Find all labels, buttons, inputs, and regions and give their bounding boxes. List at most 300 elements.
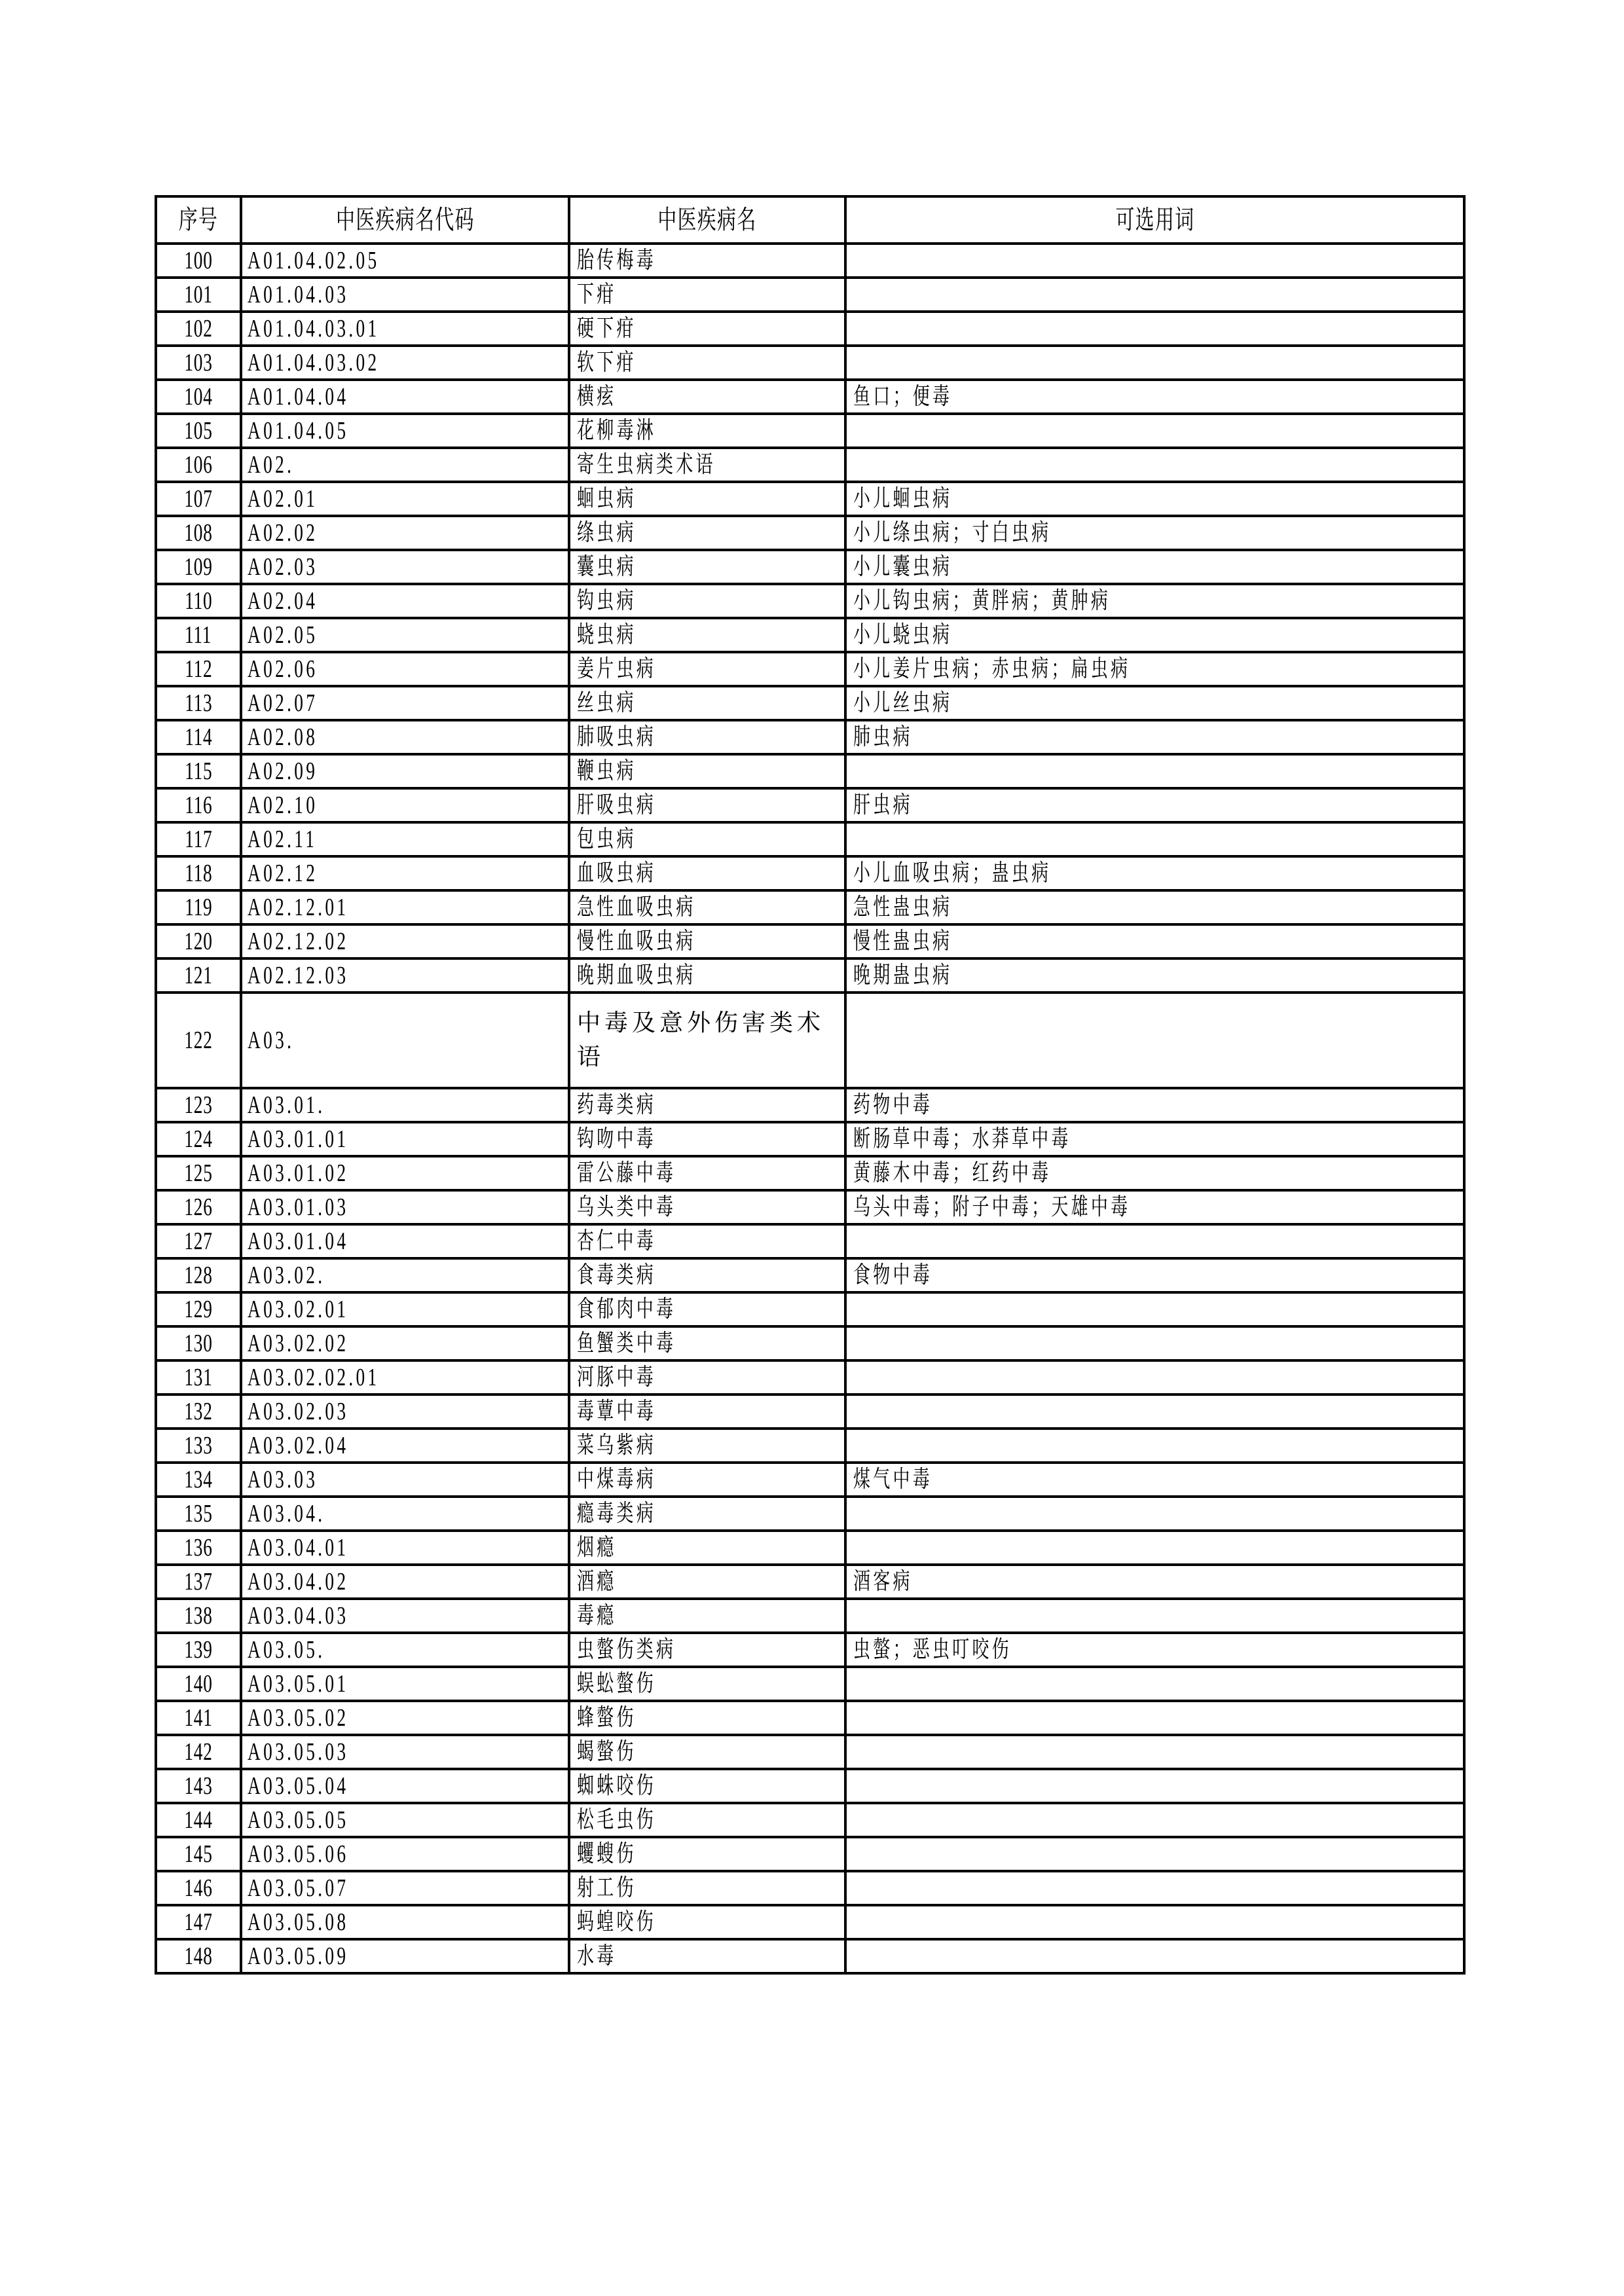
table-row bbox=[156, 1497, 1464, 1531]
disease-name-cell-text: 射工伤 bbox=[577, 1874, 637, 1901]
alternatives-cell bbox=[845, 1394, 1464, 1429]
table-row bbox=[156, 822, 1464, 856]
seq-cell bbox=[156, 1565, 241, 1599]
seq-cell-text: 132 bbox=[184, 1398, 213, 1425]
code-cell-text: A02.06 bbox=[248, 655, 318, 683]
seq-cell bbox=[156, 1394, 241, 1429]
alternatives-cell bbox=[845, 1122, 1464, 1156]
disease-name-cell-text: 瘾毒类病 bbox=[577, 1500, 656, 1527]
disease-name-cell bbox=[569, 788, 845, 822]
alternatives-cell-text: 小儿蛲虫病 bbox=[853, 621, 953, 648]
alternatives-cell bbox=[845, 1701, 1464, 1735]
alternatives-cell bbox=[845, 754, 1464, 788]
seq-cell bbox=[156, 993, 241, 1088]
seq-cell-text: 141 bbox=[184, 1704, 213, 1732]
seq-cell-text: 108 bbox=[184, 519, 213, 547]
seq-cell bbox=[156, 1905, 241, 1939]
disease-name-cell-text: 蚂蝗咬伤 bbox=[577, 1908, 656, 1935]
disease-name-cell bbox=[569, 1190, 845, 1224]
disease-name-cell bbox=[569, 346, 845, 380]
code-cell bbox=[241, 1599, 569, 1633]
seq-cell-text: 135 bbox=[184, 1500, 213, 1527]
code-cell bbox=[241, 312, 569, 346]
seq-cell bbox=[156, 686, 241, 720]
code-cell-text: A02.07 bbox=[248, 689, 318, 717]
disease-name-cell-text: 河豚中毒 bbox=[577, 1364, 656, 1391]
disease-name-cell-text: 食郁肉中毒 bbox=[577, 1296, 676, 1322]
disease-name-cell bbox=[569, 414, 845, 448]
alternatives-cell-text: 小儿钩虫病；黄胖病；黄肿病 bbox=[853, 587, 1111, 614]
alternatives-cell bbox=[845, 448, 1464, 482]
seq-cell-text: 147 bbox=[184, 1908, 213, 1936]
code-cell-text: A02.09 bbox=[248, 757, 318, 785]
seq-cell bbox=[156, 448, 241, 482]
disease-name-cell bbox=[569, 993, 845, 1088]
table-row bbox=[156, 993, 1464, 1088]
code-cell bbox=[241, 720, 569, 754]
alternatives-cell bbox=[845, 1599, 1464, 1633]
code-cell bbox=[241, 1633, 569, 1667]
disease-name-cell-text: 肝吸虫病 bbox=[577, 792, 656, 818]
disease-name-cell-text: 晚期血吸虫病 bbox=[577, 962, 696, 989]
disease-name-cell bbox=[569, 754, 845, 788]
disease-name-cell-text: 药毒类病 bbox=[577, 1091, 656, 1118]
code-cell-text: A03.05.09 bbox=[248, 1942, 349, 1970]
table-row bbox=[156, 618, 1464, 652]
table-row bbox=[156, 1565, 1464, 1599]
table-row bbox=[156, 1224, 1464, 1258]
disease-name-cell bbox=[569, 312, 845, 346]
disease-name-cell bbox=[569, 1088, 845, 1122]
seq-cell-text: 129 bbox=[184, 1296, 213, 1323]
disease-name-cell bbox=[569, 652, 845, 686]
table-row bbox=[156, 380, 1464, 414]
disease-name-cell bbox=[569, 1837, 845, 1871]
header-code: 中医疾病名代码 bbox=[241, 196, 569, 244]
disease-name-cell bbox=[569, 1667, 845, 1701]
seq-cell bbox=[156, 516, 241, 550]
alternatives-cell bbox=[845, 720, 1464, 754]
alternatives-cell bbox=[845, 312, 1464, 346]
code-cell-text: A03.02. bbox=[248, 1262, 325, 1289]
seq-cell bbox=[156, 1088, 241, 1122]
disease-name-cell bbox=[569, 1326, 845, 1360]
table-row bbox=[156, 1769, 1464, 1803]
code-cell bbox=[241, 1701, 569, 1735]
code-cell bbox=[241, 1667, 569, 1701]
disease-name-cell-text: 水毒 bbox=[577, 1942, 617, 1969]
seq-cell-text: 115 bbox=[184, 757, 213, 785]
disease-name-cell bbox=[569, 1939, 845, 1973]
code-cell bbox=[241, 924, 569, 958]
code-cell-text: A03.02.02 bbox=[248, 1330, 349, 1357]
seq-cell-text: 127 bbox=[184, 1228, 213, 1255]
code-cell bbox=[241, 1565, 569, 1599]
seq-cell bbox=[156, 958, 241, 993]
code-cell-text: A02.08 bbox=[248, 723, 318, 751]
disease-name-cell-text: 雷公藤中毒 bbox=[577, 1159, 676, 1186]
alternatives-cell bbox=[845, 686, 1464, 720]
disease-name-cell-text: 鞭虫病 bbox=[577, 757, 637, 784]
disease-name-cell-text: 乌头类中毒 bbox=[577, 1194, 676, 1220]
seq-cell bbox=[156, 754, 241, 788]
alternatives-cell-text: 食物中毒 bbox=[853, 1262, 932, 1288]
disease-name-cell bbox=[569, 822, 845, 856]
alternatives-cell bbox=[845, 890, 1464, 924]
code-cell bbox=[241, 1837, 569, 1871]
table-row bbox=[156, 788, 1464, 822]
table-row bbox=[156, 1190, 1464, 1224]
alternatives-cell bbox=[845, 1667, 1464, 1701]
code-cell bbox=[241, 686, 569, 720]
seq-cell-text: 140 bbox=[184, 1670, 213, 1698]
code-cell-text: A03.05.06 bbox=[248, 1840, 349, 1868]
code-cell bbox=[241, 1224, 569, 1258]
code-cell-text: A03.02.03 bbox=[248, 1398, 349, 1425]
seq-cell-text: 114 bbox=[184, 723, 213, 751]
table-row bbox=[156, 924, 1464, 958]
code-cell-text: A03.01.02 bbox=[248, 1159, 349, 1187]
disease-name-cell bbox=[569, 1156, 845, 1190]
alternatives-cell-text: 肺虫病 bbox=[853, 723, 913, 750]
code-cell-text: A03.02.01 bbox=[248, 1296, 349, 1323]
table-row bbox=[156, 1463, 1464, 1497]
seq-cell bbox=[156, 1360, 241, 1394]
disease-name-cell-text: 蛔虫病 bbox=[577, 485, 637, 512]
alternatives-cell-text: 黄藤木中毒；红药中毒 bbox=[853, 1159, 1052, 1186]
seq-cell-text: 106 bbox=[184, 451, 213, 479]
code-cell-text: A03.05.01 bbox=[248, 1670, 349, 1698]
seq-cell-text: 109 bbox=[184, 553, 213, 581]
code-cell bbox=[241, 1463, 569, 1497]
seq-cell-text: 120 bbox=[184, 928, 213, 955]
disease-name-cell-text: 虫螫伤类病 bbox=[577, 1636, 676, 1663]
code-cell-text: A02.01 bbox=[248, 485, 318, 513]
disease-name-cell bbox=[569, 1599, 845, 1633]
code-cell-text: A02.02 bbox=[248, 519, 318, 547]
seq-cell-text: 105 bbox=[184, 417, 213, 445]
code-cell-text: A03.03 bbox=[248, 1466, 318, 1493]
alternatives-cell-text: 断肠草中毒；水莽草中毒 bbox=[853, 1125, 1071, 1152]
code-cell-text: A01.04.04 bbox=[248, 383, 349, 410]
alternatives-cell bbox=[845, 1292, 1464, 1326]
code-cell bbox=[241, 482, 569, 516]
disease-name-cell bbox=[569, 482, 845, 516]
disease-name-cell-text: 姜片虫病 bbox=[577, 655, 656, 682]
seq-cell-text: 134 bbox=[184, 1466, 213, 1493]
code-cell-text: A03.02.02.01 bbox=[248, 1364, 380, 1391]
seq-cell bbox=[156, 312, 241, 346]
seq-cell-text: 117 bbox=[184, 826, 213, 853]
code-cell bbox=[241, 618, 569, 652]
seq-cell bbox=[156, 1190, 241, 1224]
seq-cell bbox=[156, 278, 241, 312]
alternatives-cell bbox=[845, 380, 1464, 414]
seq-cell bbox=[156, 584, 241, 618]
disease-name-cell bbox=[569, 1905, 845, 1939]
disease-name-cell bbox=[569, 890, 845, 924]
alternatives-cell bbox=[845, 346, 1464, 380]
seq-cell-text: 136 bbox=[184, 1534, 213, 1561]
alternatives-cell-text: 小儿绦虫病；寸白虫病 bbox=[853, 519, 1052, 546]
seq-cell-text: 107 bbox=[184, 485, 213, 513]
disease-name-cell-text: 毒蕈中毒 bbox=[577, 1398, 656, 1425]
seq-cell-text: 148 bbox=[184, 1942, 213, 1970]
code-cell bbox=[241, 1531, 569, 1565]
table-row bbox=[156, 312, 1464, 346]
seq-cell bbox=[156, 1156, 241, 1190]
table-row bbox=[156, 1939, 1464, 1973]
code-cell bbox=[241, 1190, 569, 1224]
disease-name-cell-text: 菜乌紫病 bbox=[577, 1432, 656, 1459]
table-body bbox=[156, 244, 1464, 1973]
code-cell bbox=[241, 448, 569, 482]
table-row bbox=[156, 890, 1464, 924]
seq-cell bbox=[156, 482, 241, 516]
code-cell-text: A02.10 bbox=[248, 792, 318, 819]
disease-name-cell bbox=[569, 584, 845, 618]
alternatives-cell bbox=[845, 584, 1464, 618]
table-row bbox=[156, 1837, 1464, 1871]
disease-name-cell-text: 包虫病 bbox=[577, 826, 637, 852]
table-row bbox=[156, 958, 1464, 993]
alternatives-cell bbox=[845, 1565, 1464, 1599]
disease-name-cell bbox=[569, 1463, 845, 1497]
table-row bbox=[156, 1394, 1464, 1429]
code-cell bbox=[241, 346, 569, 380]
seq-cell bbox=[156, 1803, 241, 1837]
code-cell bbox=[241, 516, 569, 550]
table-row bbox=[156, 448, 1464, 482]
code-cell-text: A03.05.08 bbox=[248, 1908, 349, 1936]
seq-cell-text: 100 bbox=[184, 247, 213, 274]
code-cell bbox=[241, 1394, 569, 1429]
header-seq: 序号 bbox=[156, 196, 241, 244]
disease-name-cell bbox=[569, 1803, 845, 1837]
disease-name-cell-text: 花柳毒淋 bbox=[577, 417, 656, 444]
seq-cell-text: 119 bbox=[184, 894, 213, 921]
seq-cell bbox=[156, 924, 241, 958]
code-cell bbox=[241, 1088, 569, 1122]
table-row bbox=[156, 1531, 1464, 1565]
code-cell bbox=[241, 1122, 569, 1156]
code-cell bbox=[241, 754, 569, 788]
code-cell-text: A01.04.03 bbox=[248, 281, 349, 308]
alternatives-cell bbox=[845, 1224, 1464, 1258]
table-row bbox=[156, 1156, 1464, 1190]
disease-name-cell-text: 毒瘾 bbox=[577, 1602, 617, 1629]
disease-name-cell-text: 中毒及意外伤害类术语 bbox=[577, 1010, 825, 1070]
disease-name-cell-text: 酒瘾 bbox=[577, 1568, 617, 1595]
disease-name-cell bbox=[569, 856, 845, 890]
alternatives-cell bbox=[845, 1803, 1464, 1837]
alternatives-cell bbox=[845, 856, 1464, 890]
alternatives-cell-text: 酒客病 bbox=[853, 1568, 913, 1595]
code-cell bbox=[241, 1326, 569, 1360]
code-cell-text: A03.05.05 bbox=[248, 1806, 349, 1834]
alternatives-cell bbox=[845, 993, 1464, 1088]
disease-name-cell-text: 中煤毒病 bbox=[577, 1466, 656, 1493]
alternatives-cell bbox=[845, 618, 1464, 652]
table-row bbox=[156, 856, 1464, 890]
seq-cell bbox=[156, 1599, 241, 1633]
table-row bbox=[156, 1633, 1464, 1667]
disease-name-cell-text: 软下疳 bbox=[577, 349, 637, 376]
disease-name-cell bbox=[569, 278, 845, 312]
code-cell bbox=[241, 1156, 569, 1190]
disease-name-cell-text: 鱼蟹类中毒 bbox=[577, 1330, 676, 1357]
code-cell-text: A03.05.07 bbox=[248, 1874, 349, 1902]
alternatives-cell bbox=[845, 1429, 1464, 1463]
seq-cell bbox=[156, 618, 241, 652]
table-row bbox=[156, 1088, 1464, 1122]
table-row bbox=[156, 1905, 1464, 1939]
tcm-disease-code-table bbox=[155, 195, 1466, 1975]
seq-cell-text: 126 bbox=[184, 1194, 213, 1221]
seq-cell bbox=[156, 856, 241, 890]
alternatives-cell bbox=[845, 482, 1464, 516]
seq-cell bbox=[156, 1939, 241, 1973]
code-cell bbox=[241, 584, 569, 618]
table-row bbox=[156, 516, 1464, 550]
alternatives-cell bbox=[845, 1531, 1464, 1565]
seq-cell-text: 103 bbox=[184, 349, 213, 376]
code-cell bbox=[241, 380, 569, 414]
seq-cell bbox=[156, 788, 241, 822]
seq-cell-text: 139 bbox=[184, 1636, 213, 1664]
seq-cell-text: 131 bbox=[184, 1364, 213, 1391]
alternatives-cell bbox=[845, 414, 1464, 448]
code-cell-text: A02.12.01 bbox=[248, 894, 349, 921]
code-cell-text: A03.04.02 bbox=[248, 1568, 349, 1595]
code-cell bbox=[241, 856, 569, 890]
code-cell-text: A01.04.03.01 bbox=[248, 315, 380, 342]
alternatives-cell bbox=[845, 1258, 1464, 1292]
seq-cell-text: 142 bbox=[184, 1738, 213, 1766]
seq-cell bbox=[156, 890, 241, 924]
table-row bbox=[156, 482, 1464, 516]
code-cell bbox=[241, 278, 569, 312]
alternatives-cell bbox=[845, 1633, 1464, 1667]
code-cell bbox=[241, 1429, 569, 1463]
disease-name-cell bbox=[569, 1633, 845, 1667]
alternatives-cell bbox=[845, 1837, 1464, 1871]
alternatives-cell-text: 乌头中毒；附子中毒；天雄中毒 bbox=[853, 1194, 1131, 1220]
seq-cell bbox=[156, 1497, 241, 1531]
alternatives-cell bbox=[845, 1190, 1464, 1224]
table-row bbox=[156, 1360, 1464, 1394]
seq-cell bbox=[156, 822, 241, 856]
seq-cell-text: 123 bbox=[184, 1091, 213, 1119]
table-row bbox=[156, 244, 1464, 278]
code-cell-text: A03.01.04 bbox=[248, 1228, 349, 1255]
disease-name-cell-text: 钩虫病 bbox=[577, 587, 637, 614]
code-cell-text: A02.12 bbox=[248, 860, 318, 887]
disease-name-cell bbox=[569, 686, 845, 720]
alternatives-cell bbox=[845, 924, 1464, 958]
table-row bbox=[156, 1429, 1464, 1463]
disease-name-cell-text: 血吸虫病 bbox=[577, 860, 656, 886]
code-cell-text: A03.04.01 bbox=[248, 1534, 349, 1561]
code-cell-text: A01.04.02.05 bbox=[248, 247, 380, 274]
seq-cell-text: 133 bbox=[184, 1432, 213, 1459]
table-row bbox=[156, 1667, 1464, 1701]
disease-name-cell bbox=[569, 1258, 845, 1292]
disease-name-cell-text: 胎传梅毒 bbox=[577, 247, 656, 274]
table-row bbox=[156, 346, 1464, 380]
seq-cell bbox=[156, 1531, 241, 1565]
disease-name-cell-text: 蜘蛛咬伤 bbox=[577, 1772, 656, 1799]
alternatives-cell-text: 煤气中毒 bbox=[853, 1466, 932, 1493]
alternatives-cell-text: 小儿血吸虫病；蛊虫病 bbox=[853, 860, 1052, 886]
disease-name-cell-text: 下疳 bbox=[577, 281, 617, 308]
seq-cell bbox=[156, 414, 241, 448]
seq-cell bbox=[156, 1258, 241, 1292]
seq-cell-text: 113 bbox=[184, 689, 213, 717]
disease-name-cell-text: 杏仁中毒 bbox=[577, 1228, 656, 1254]
disease-name-cell bbox=[569, 1394, 845, 1429]
alternatives-cell bbox=[845, 244, 1464, 278]
seq-cell bbox=[156, 1326, 241, 1360]
header-name: 中医疾病名 bbox=[569, 196, 845, 244]
code-cell-text: A03.04.03 bbox=[248, 1602, 349, 1630]
code-cell-text: A02. bbox=[248, 451, 295, 479]
table-row bbox=[156, 550, 1464, 584]
disease-name-cell bbox=[569, 1292, 845, 1326]
seq-cell bbox=[156, 1463, 241, 1497]
disease-name-cell bbox=[569, 720, 845, 754]
disease-name-cell bbox=[569, 1497, 845, 1531]
alternatives-cell bbox=[845, 822, 1464, 856]
disease-name-cell-text: 慢性血吸虫病 bbox=[577, 928, 696, 955]
header-alternatives: 可选用词 bbox=[845, 196, 1464, 244]
seq-cell-text: 143 bbox=[184, 1772, 213, 1800]
disease-name-cell bbox=[569, 1769, 845, 1803]
table-row bbox=[156, 754, 1464, 788]
seq-cell bbox=[156, 346, 241, 380]
code-cell-text: A03.05. bbox=[248, 1636, 325, 1664]
seq-cell-text: 104 bbox=[184, 383, 213, 410]
alternatives-cell bbox=[845, 652, 1464, 686]
alternatives-cell bbox=[845, 278, 1464, 312]
code-cell bbox=[241, 993, 569, 1088]
alternatives-cell-text: 小儿蛔虫病 bbox=[853, 485, 953, 512]
table-row bbox=[156, 1735, 1464, 1769]
code-cell bbox=[241, 958, 569, 993]
table-row bbox=[156, 1871, 1464, 1905]
code-cell bbox=[241, 822, 569, 856]
seq-cell-text: 146 bbox=[184, 1874, 213, 1902]
code-cell-text: A03.01. bbox=[248, 1091, 325, 1119]
table-row bbox=[156, 1292, 1464, 1326]
alternatives-cell-text: 晚期蛊虫病 bbox=[853, 962, 953, 989]
disease-name-cell-text: 横痃 bbox=[577, 383, 617, 410]
table-row bbox=[156, 1701, 1464, 1735]
disease-name-cell-text: 肺吸虫病 bbox=[577, 723, 656, 750]
code-cell-text: A03.05.04 bbox=[248, 1772, 349, 1800]
seq-cell bbox=[156, 1633, 241, 1667]
code-cell-text: A02.12.02 bbox=[248, 928, 349, 955]
seq-cell-text: 145 bbox=[184, 1840, 213, 1868]
disease-name-cell-text: 绦虫病 bbox=[577, 519, 637, 546]
seq-cell-text: 122 bbox=[184, 1027, 213, 1054]
table-row bbox=[156, 1599, 1464, 1633]
code-cell bbox=[241, 1292, 569, 1326]
code-cell bbox=[241, 550, 569, 584]
code-cell bbox=[241, 244, 569, 278]
code-cell-text: A01.04.03.02 bbox=[248, 349, 380, 376]
code-cell bbox=[241, 1905, 569, 1939]
